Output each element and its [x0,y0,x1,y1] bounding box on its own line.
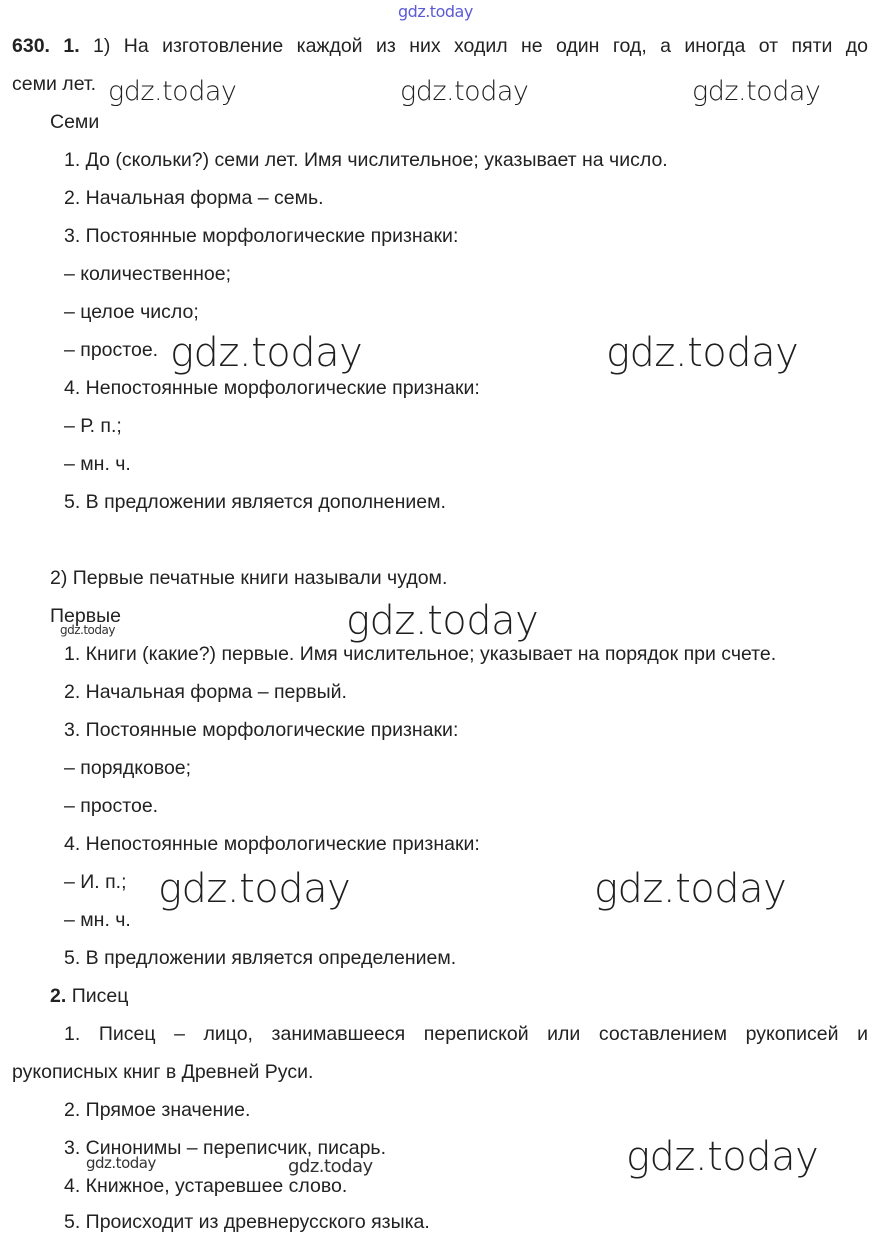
word2-item: – простое. [64,795,159,817]
word2-item: 3. Постоянные морфологические признаки: [64,719,459,741]
word1-title: Семи [50,111,100,133]
watermark: gdz.today [626,1134,819,1180]
exercise-number: 630. [12,35,50,57]
word2-item: 5. В предложении является определением. [64,947,457,969]
word1-item: – Р. п.; [64,415,122,437]
part2-heading [50,984,128,1008]
part1-number: 1. [63,35,80,57]
watermark: gdz.today [692,76,821,107]
watermark: gdz.today [170,330,363,376]
sentence1-line2: семи лет. [12,73,97,95]
sentence1-line1: 1) На изготовление каждой из них ходил не один год, а иногда от пяти до [93,35,869,57]
word1-item: 5. В предложении является дополнением. [64,491,446,513]
watermark: gdz.today [594,866,787,912]
part2-item: 4. Книжное, устаревшее слово. [64,1175,348,1197]
watermark-small: gdz.today [288,1156,373,1177]
word2-item: 1. Книги (какие?) первые. Имя числительное; указывает на порядок при счете. [64,643,777,665]
word1-item: – простое. [64,339,159,361]
word2-item: – мн. ч. [64,909,131,931]
watermark: gdz.today [158,866,351,912]
watermark: gdz.today [606,330,799,376]
word2-item: 4. Непостоянные морфологические признаки: [64,833,480,855]
word2-title: Первые [50,605,121,627]
word2-item: 2. Начальная форма – первый. [64,681,347,703]
word1-item: – целое число; [64,301,199,323]
watermark: gdz.today [108,76,237,107]
part2-number: 2. [50,985,67,1007]
word1-item: 1. До (скольки?) семи лет. Имя числительное; указывает на число. [64,149,668,171]
word2-item: – И. п.; [64,871,127,893]
word1-item: 2. Начальная форма – семь. [64,187,324,209]
word1-item: – мн. ч. [64,453,131,475]
word1-item: 3. Постоянные морфологические признаки: [64,225,459,247]
part2-item1-line1: 1. Писец – лицо, занимавшееся перепиской или составлением рукописей и [64,1023,868,1045]
watermark-small: gdz.today [86,1154,156,1172]
watermark-top: gdz.today [398,2,473,21]
watermark-small: gdz.today [60,623,115,637]
word2-item: – порядковое; [64,757,192,779]
part2-item: 5. Происходит из древнерусского языка. [64,1211,430,1233]
part2-item1-line2: рукописных книг в Древней Руси. [12,1061,314,1083]
part2-word: Писец [71,985,129,1007]
watermark: gdz.today [346,598,539,644]
part2-item: 2. Прямое значение. [64,1099,251,1121]
watermark: gdz.today [400,76,529,107]
exercise-first-line [12,34,868,58]
word1-item: 4. Непостоянные морфологические признаки: [64,377,480,399]
word1-item: – количественное; [64,263,232,285]
part2-item: 3. Синонимы – переписчик, писарь. [64,1137,386,1159]
sentence2: 2) Первые печатные книги называли чудом. [50,567,448,589]
